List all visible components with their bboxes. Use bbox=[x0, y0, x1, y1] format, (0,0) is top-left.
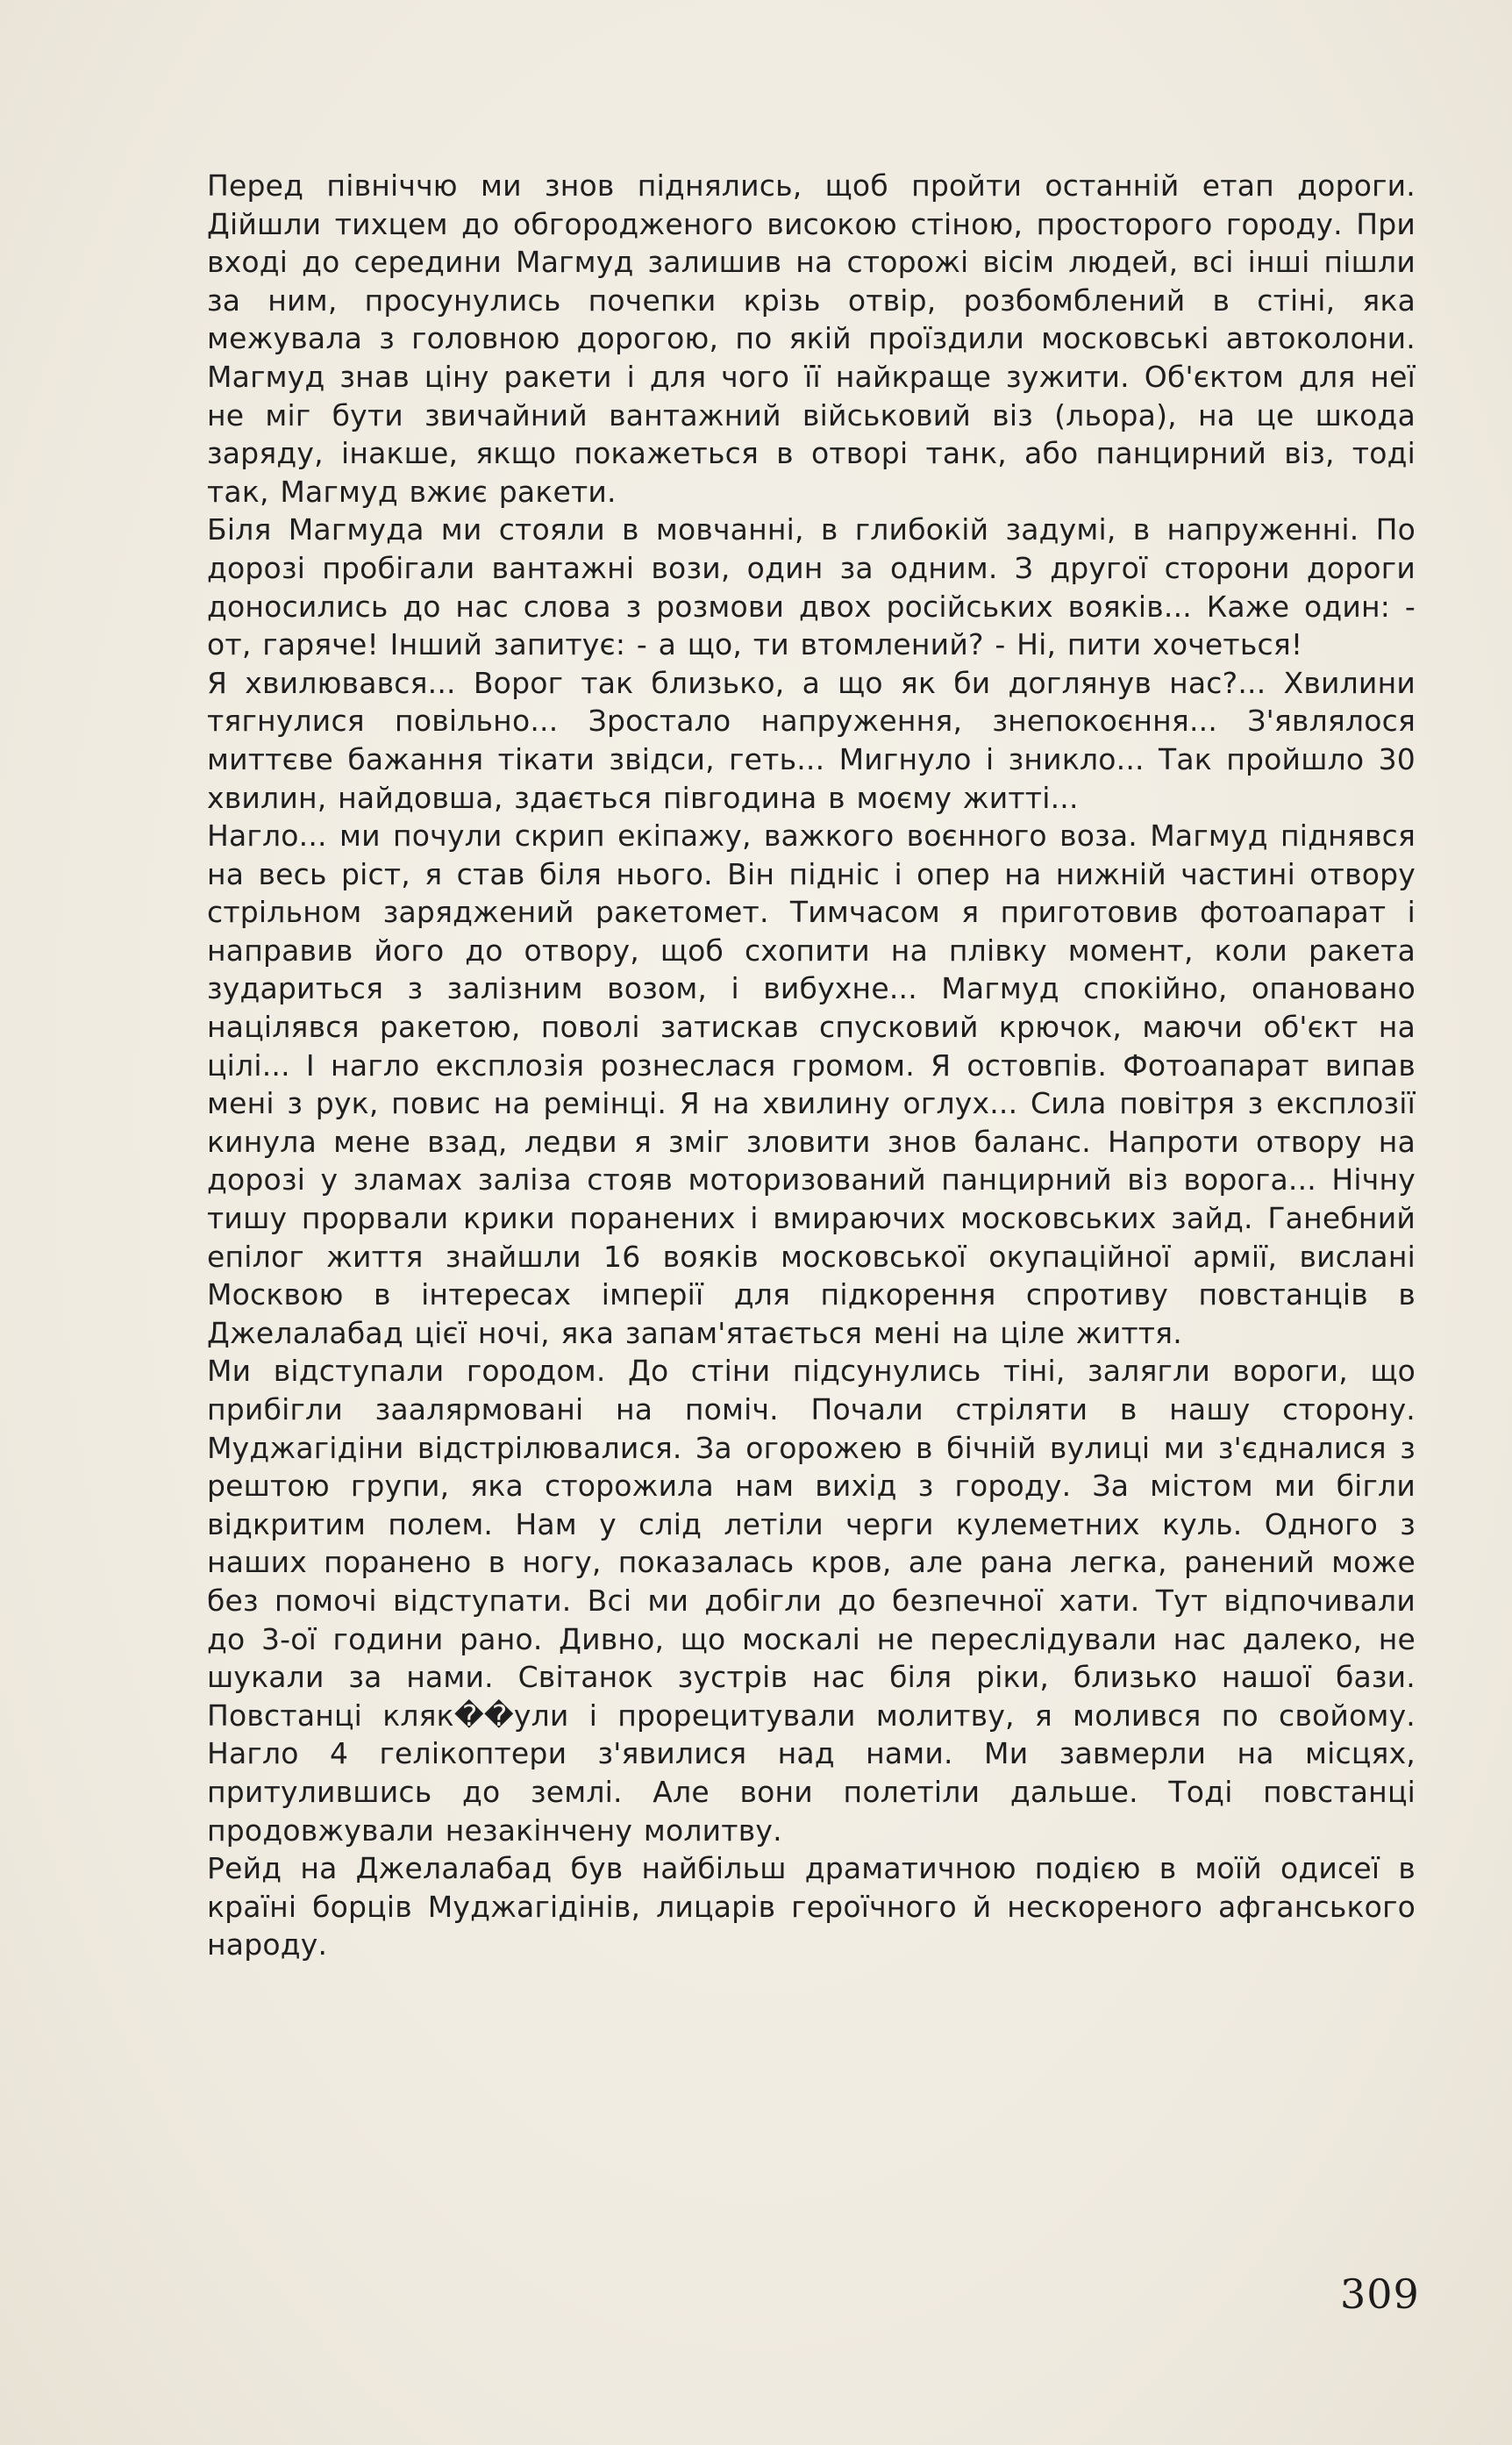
paragraph: Біля Магмуда ми стояли в мовчанні, в глибокій задумі, в напруженні. По дорозі пробігали вантажні вози, один за одним. З другої сторони дороги доносились до нас слова з розмови двох російських вояків... Каже один: - от, гаряче! Інший запитує: - а що, ти втомлений? - Ні, пити хочеться! bbox=[207, 512, 1416, 662]
paragraph: Нагло... ми почули скрип екіпажу, важкого воєнного воза. Магмуд піднявся на весь ріст, я став біля нього. Він підніс і опер на нижній частині отвору стрільном заряджений ракетомет. Тимчасом я приготовив фотоапарат і направив його до отвору, щоб схопити на плівку момент, коли ракета зудариться з залізним возом, і вибухне... Магмуд спокійно, опановано націлявся ракетою, поволі затискав спусковий крючок, маючи об'єкт на цілі... І нагло експлозія рознеслася громом. Я остовпів. Фотоапарат випав мені з рук, повис на ремінці. Я на хвилину оглух... Сила повітря з експлозії кинула мене взад, ледви я зміг зловити знов баланс. Напроти отвору на дорозі у зламах заліза стояв моторизований панцирний віз ворога... Нічну тишу прорвали крики поранених і вмираючих московських зайд. Ганебний епілог життя знайшли 16 вояків московської окупаційної армії, вислані Москвою в інтересах імперії для підкорення спротиву повстанців в Джелалабад цієї ночі, яка запам'ятається мені на ціле життя. bbox=[207, 819, 1416, 1350]
paragraph: Рейд на Джелалабад був найбільш драматичною подією в моїй одисеї в країні борців Муджагідінів, лицарів героїчного й нескореного афганського народу. bbox=[207, 1851, 1416, 1962]
paragraph: Ми відступали городом. До стіни підсунулись тіні, залягли вороги, що прибігли заалярмовані на поміч. Почали стріляти в нашу сторону. Муджагідіни відстрілювалися. За огорожею в бічній вулиці ми з'єдналися з рештою групи, яка сторожила нам вихід з городу. За містом ми бігли відкритим полем. Нам у слід летіли черги кулеметних куль. Одного з наших поранено в ногу, показалась кров, але рана легка, ранений може без помочі відступати. Всі ми добігли до безпечної хати. Тут відпочивали до 3-ої години рано. Дивно, що москалі не переслідували нас далеко, не шукали за нами. Світанок зустрів нас біля ріки, близько нашої бази. Повстанці кляк��ули і прорецитували молитву, я молився по свойому. Нагло 4 гелікоптери з'явилися над нами. Ми завмерли на місцях, притулившись до землі. Але вони полетіли дальше. Тоді повстанці продовжували незакінчену молитву. bbox=[207, 1354, 1416, 1848]
page-number: 309 bbox=[1340, 2270, 1420, 2318]
paragraph: Я хвилювався... Ворог так близько, а що як би доглянув нас?... Хвилини тягнулися повільно... Зростало напруження, знепокоєння... З'являлося миттєве бажання тікати звідси, геть... Мигнуло і зникло... Так пройшло 30 хвилин, найдовша, здається півгодина в моєму житті... bbox=[207, 665, 1416, 815]
body-text bbox=[207, 167, 1416, 1964]
paragraph: Перед північчю ми знов піднялись, щоб пройти останній етап дороги. Дійшли тихцем до обгородженого високою стіною, просторого городу. При вході до середини Магмуд залишив на сторожі вісім людей, всі інші пішли за ним, просунулись почепки крізь отвір, розбомблений в стіні, яка межувала з головною дорогою, по якій проїздили московські автоколони. Магмуд знав ціну ракети і для чого її найкраще зужити. Об'єктом для неї не міг бути звичайний вантажний військовий віз (льора), на це шкода заряду, інакше, якщо покажеться в отворі танк, або панцирний віз, тоді так, Магмуд вжиє ракети. bbox=[207, 168, 1416, 509]
